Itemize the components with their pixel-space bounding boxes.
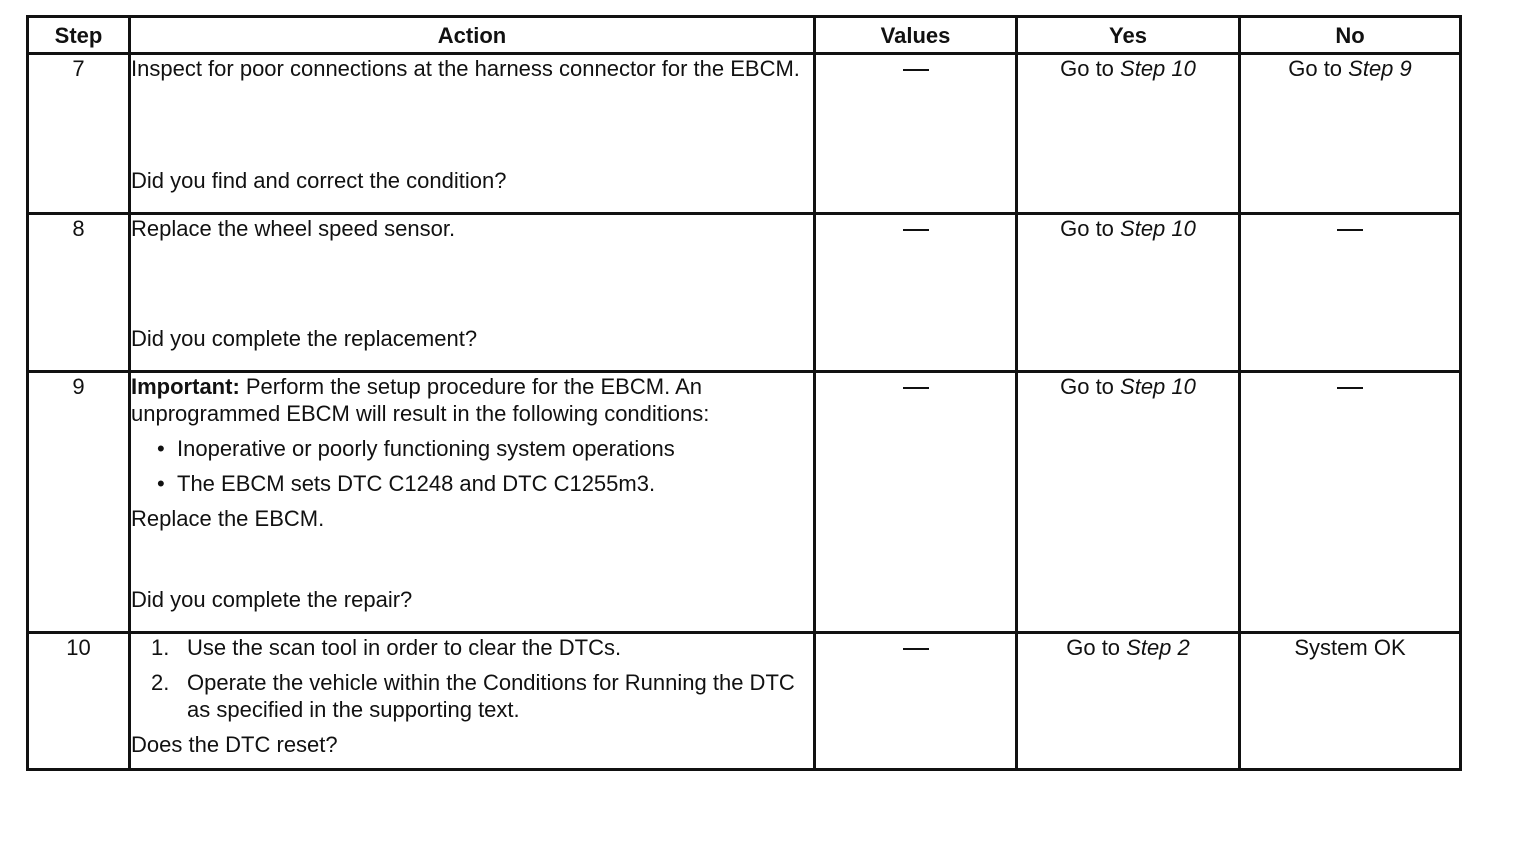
list-item: 2. Operate the vehicle within the Conditions for Running the DTC as specified in the supporting text. xyxy=(151,670,795,722)
numbered-list xyxy=(131,634,813,731)
yes-step-link[interactable]: Step 2 xyxy=(1126,635,1190,660)
action-text: Replace the EBCM. xyxy=(131,506,325,531)
action-question: Did you complete the repair? xyxy=(131,587,413,612)
action-text: Inspect for poor connections at the harness connector for the EBCM. xyxy=(131,56,800,81)
dash-icon xyxy=(903,229,929,231)
condition-list xyxy=(131,435,813,497)
header-step: Step xyxy=(28,17,130,54)
no-step-link[interactable]: Step 9 xyxy=(1348,56,1412,81)
diagnostic-table xyxy=(26,15,1462,771)
no-cell xyxy=(1240,214,1461,372)
dash-icon xyxy=(1337,229,1363,231)
values-cell xyxy=(815,214,1017,372)
header-values: Values xyxy=(815,17,1017,54)
values-cell xyxy=(815,633,1017,770)
action-cell xyxy=(130,214,815,372)
important-text: Perform the setup procedure for the EBCM. An unprogrammed EBCM will result in the following conditions: xyxy=(131,374,710,426)
important-label: Important: xyxy=(131,374,240,399)
no-result: System OK xyxy=(1294,635,1406,660)
yes-prefix: Go to xyxy=(1060,216,1121,241)
list-item: • The EBCM sets DTC C1248 and DTC C1255m3. xyxy=(157,470,813,497)
action-question: Did you find and correct the condition? xyxy=(131,168,507,193)
yes-cell[interactable] xyxy=(1017,54,1240,214)
values-cell xyxy=(815,372,1017,633)
yes-cell[interactable] xyxy=(1017,214,1240,372)
yes-cell[interactable] xyxy=(1017,633,1240,770)
yes-step-link[interactable]: Step 10 xyxy=(1120,374,1196,399)
table-row xyxy=(28,54,1461,214)
yes-prefix: Go to xyxy=(1060,374,1121,399)
dash-icon xyxy=(903,387,929,389)
header-yes: Yes xyxy=(1017,17,1240,54)
no-cell xyxy=(1240,372,1461,633)
header-row xyxy=(28,17,1461,54)
yes-step-link[interactable]: Step 10 xyxy=(1120,216,1196,241)
yes-prefix: Go to xyxy=(1060,56,1121,81)
list-item: • Inoperative or poorly functioning system operations xyxy=(157,435,813,462)
step-number: 8 xyxy=(28,214,130,372)
header-no: No xyxy=(1240,17,1461,54)
action-cell xyxy=(130,372,815,633)
list-item: 1. Use the scan tool in order to clear the DTCs. xyxy=(151,635,622,660)
no-prefix: Go to xyxy=(1288,56,1349,81)
no-cell[interactable] xyxy=(1240,54,1461,214)
dash-icon xyxy=(1337,387,1363,389)
step-number: 7 xyxy=(28,54,130,214)
yes-step-link[interactable]: Step 10 xyxy=(1120,56,1196,81)
dash-icon xyxy=(903,69,929,71)
action-question: Does the DTC reset? xyxy=(131,732,338,757)
header-action: Action xyxy=(130,17,815,54)
action-cell xyxy=(130,633,815,770)
yes-prefix: Go to xyxy=(1066,635,1127,660)
step-number: 10 xyxy=(28,633,130,770)
table-row xyxy=(28,633,1461,770)
step-number: 9 xyxy=(28,372,130,633)
table-row xyxy=(28,372,1461,633)
table-row xyxy=(28,214,1461,372)
action-cell xyxy=(130,54,815,214)
important-note xyxy=(131,373,813,427)
action-question: Did you complete the replacement? xyxy=(131,326,478,351)
values-cell xyxy=(815,54,1017,214)
action-text: Replace the wheel speed sensor. xyxy=(131,216,456,241)
yes-cell[interactable] xyxy=(1017,372,1240,633)
no-cell xyxy=(1240,633,1461,770)
dash-icon xyxy=(903,648,929,650)
